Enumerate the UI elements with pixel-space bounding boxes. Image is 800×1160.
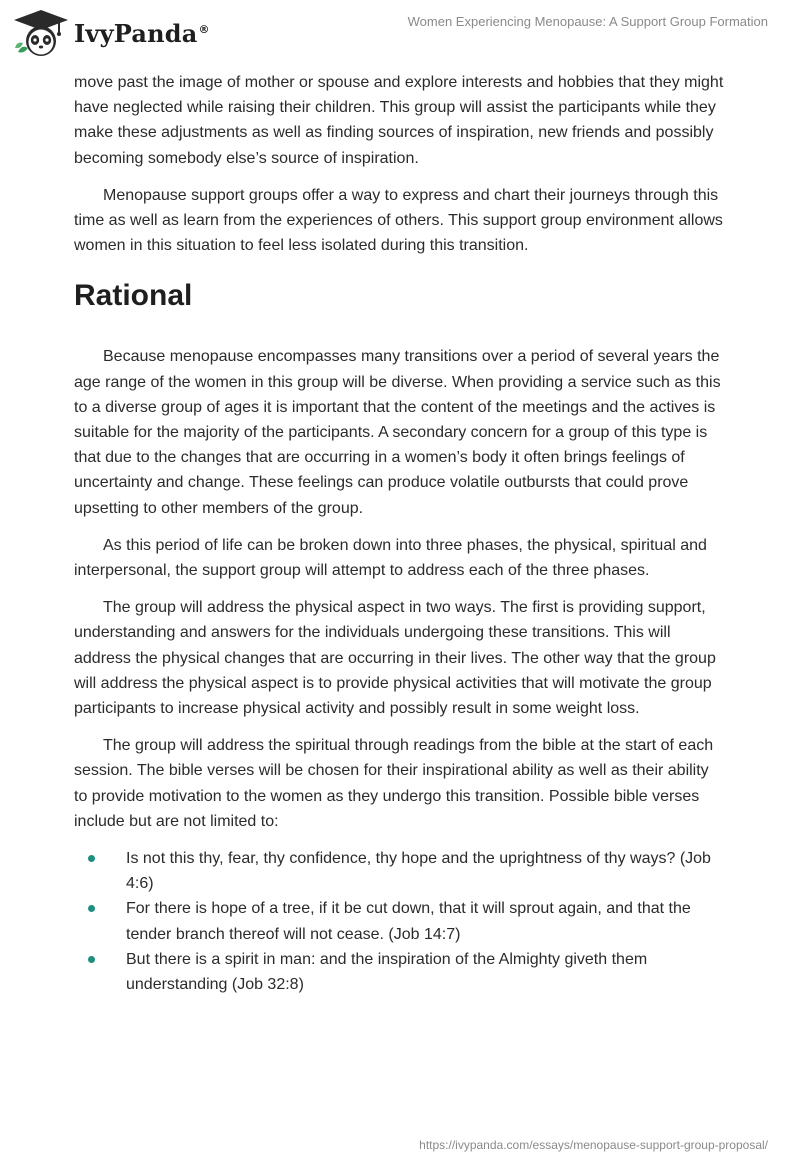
paragraph: As this period of life can be broken down into three phases, the physical, spiritual and interpersonal, the support group will attempt to address each of the three phases. (74, 536, 707, 580)
list-item (74, 947, 726, 997)
page-header (0, 0, 800, 62)
paragraph: The group will address the spiritual through readings from the bible at the start of each session. The bible verses will be chosen for their inspirational ability as well as their ability to provide motivation to the women as they undergo this transition. Possible bible verses include but are not limited to: (74, 737, 714, 830)
list-item (74, 846, 726, 896)
paragraph: Because menopause encompasses many transitions over a period of several years the age range of the women in this group will be diverse. When providing a service such as this to a diverse group of ages it is important that the content of the meetings and the actives is suitable for the majority of the participants. A secondary concern for a group of this type is that due to the changes that are occurring in a women’s body it often brings feelings of uncertainty and change. These feelings can produce volatile outbursts that could prove upsetting to other members of the group. (74, 348, 721, 517)
brand-name: IvyPanda® (74, 18, 210, 48)
bullet-icon (88, 855, 95, 862)
paragraph: The group will address the physical aspect in two ways. The first is providing support, understanding and answers for the individuals undergoing these transitions. This will address the physical changes that are occurring in their lives. The other way that the group will address the physical aspect is to provide physical activities that will motivate the group participants to increase physical activity and possibly result in some weight loss. (74, 599, 716, 718)
panda-logo-icon (12, 8, 70, 58)
list-item-text: But there is a spirit in man: and the inspiration of the Almighty giveth them understanding (Job 32:8) (126, 950, 648, 994)
bullet-icon (88, 905, 95, 912)
list-item-text: For there is hope of a tree, if it be cut down, that it will sprout again, and that the tender branch thereof will not cease. (Job 14:7) (126, 900, 691, 943)
source-url[interactable]: https://ivypanda.com/essays/menopause-support-group-proposal/ (419, 1138, 768, 1152)
bullet-icon (88, 956, 95, 963)
essay-body (74, 70, 726, 997)
list-item (74, 896, 726, 946)
registered-mark: ® (198, 22, 210, 36)
bible-verse-list (74, 846, 726, 997)
ivypanda-logo[interactable] (12, 8, 210, 58)
list-item-text: Is not this thy, fear, thy confidence, thy hope and the uprightness of thy ways? (Job 4:6) (126, 850, 711, 893)
paragraph: Menopause support groups offer a way to express and chart their journeys through this time as well as learn from the experiences of others. This support group environment allows women in this situation to feel less isolated during this transition. (74, 186, 723, 255)
section-heading: Rational (74, 279, 193, 313)
document-title: Women Experiencing Menopause: A Support Group Formation (407, 14, 768, 29)
paragraph: move past the image of mother or spouse and explore interests and hobbies that they might have neglected while raising their children. This group will assist the participants while they make these adjustments as well as finding sources of inspiration, new friends and possibly becoming somebody else’s source of inspiration. (74, 74, 724, 167)
